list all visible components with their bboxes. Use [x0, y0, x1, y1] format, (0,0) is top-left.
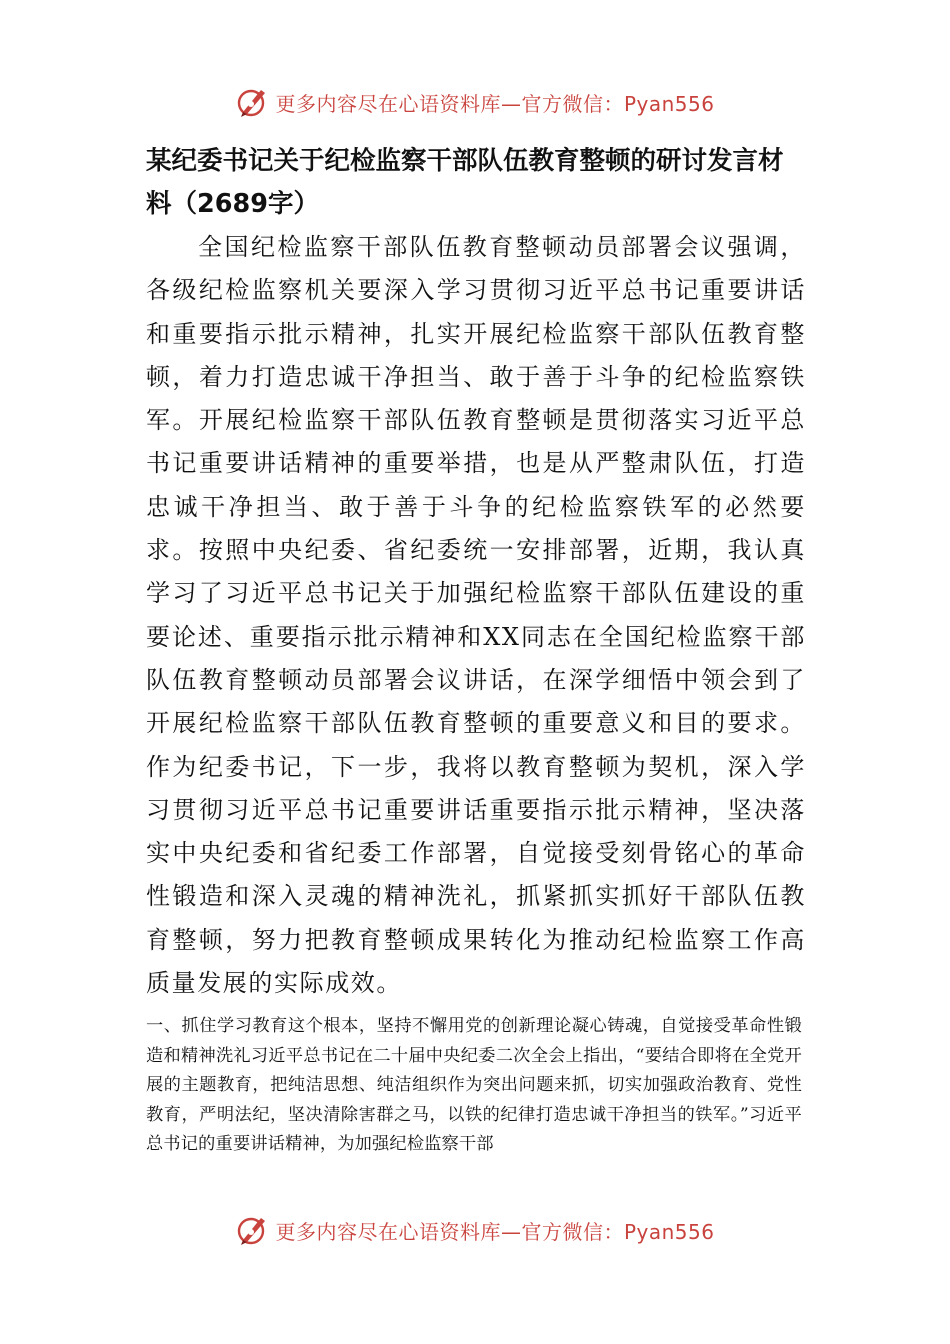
header-banner-text: 更多内容尽在心语资料库—官方微信：Pyan556	[275, 91, 715, 116]
intro-paragraph: 全国纪检监察干部队伍教育整顿动员部署会议强调，各级纪检监察机关要深入学习贯彻习近平总书记重要讲话和重要指示批示精神，扎实开展纪检监察干部队伍教育整顿，着力打造忠诚干净担当、敢于善于斗争的纪检监察铁军。开展纪检监察干部队伍教育整顿是贯彻落实习近平总书记重要讲话精神的重要举措，也是从严整肃队伍，打造忠诚干净担当、敢于善于斗争的纪检监察铁军的必然要求。按照中央纪委、省纪委统一安排部署，近期，我认真学习了习近平总书记关于加强纪检监察干部队伍建设的重要论述、重要指示批示精神和XX同志在全国纪检监察干部队伍教育整顿动员部署会议讲话，在深学细悟中领会到了开展纪检监察干部队伍教育整顿的重要意义和目的要求。作为纪委书记，下一步，我将以教育整顿为契机，深入学习贯彻习近平总书记重要讲话重要指示批示精神，坚决落实中央纪委和省纪委工作部署，自觉接受刻骨铭心的革命性锻造和深入灵魂的精神洗礼，抓紧抓实抓好干部队伍教育整顿，努力把教育整顿成果转化为推动纪检监察工作高质量发展的实际成效。	[146, 233, 806, 998]
header-banner	[0, 82, 950, 122]
footer-banner-text: 更多内容尽在心语资料库—官方微信：Pyan556	[275, 1219, 715, 1244]
pen-logo-icon	[235, 84, 271, 120]
section-one-paragraph: 一、抓住学习教育这个根本，坚持不懈用党的创新理论凝心铸魂，自觉接受革命性锻造和精神洗礼习近平总书记在二十届中央纪委二次全会上指出，“要结合即将在全党开展的主题教育，把纯洁思想、纯洁组织作为突出问题来抓，切实加强政治教育、党性教育，严明法纪，坚决清除害群之马，以铁的纪律打造忠诚干净担当的铁军。”习近平总书记的重要讲话精神，为加强纪检监察干部	[146, 1016, 802, 1155]
footer-banner	[0, 1210, 950, 1250]
document-title: 某纪委书记关于纪检监察干部队伍教育整顿的研讨发言材料（2689字）	[146, 146, 784, 219]
pen-logo-icon	[235, 1212, 271, 1248]
